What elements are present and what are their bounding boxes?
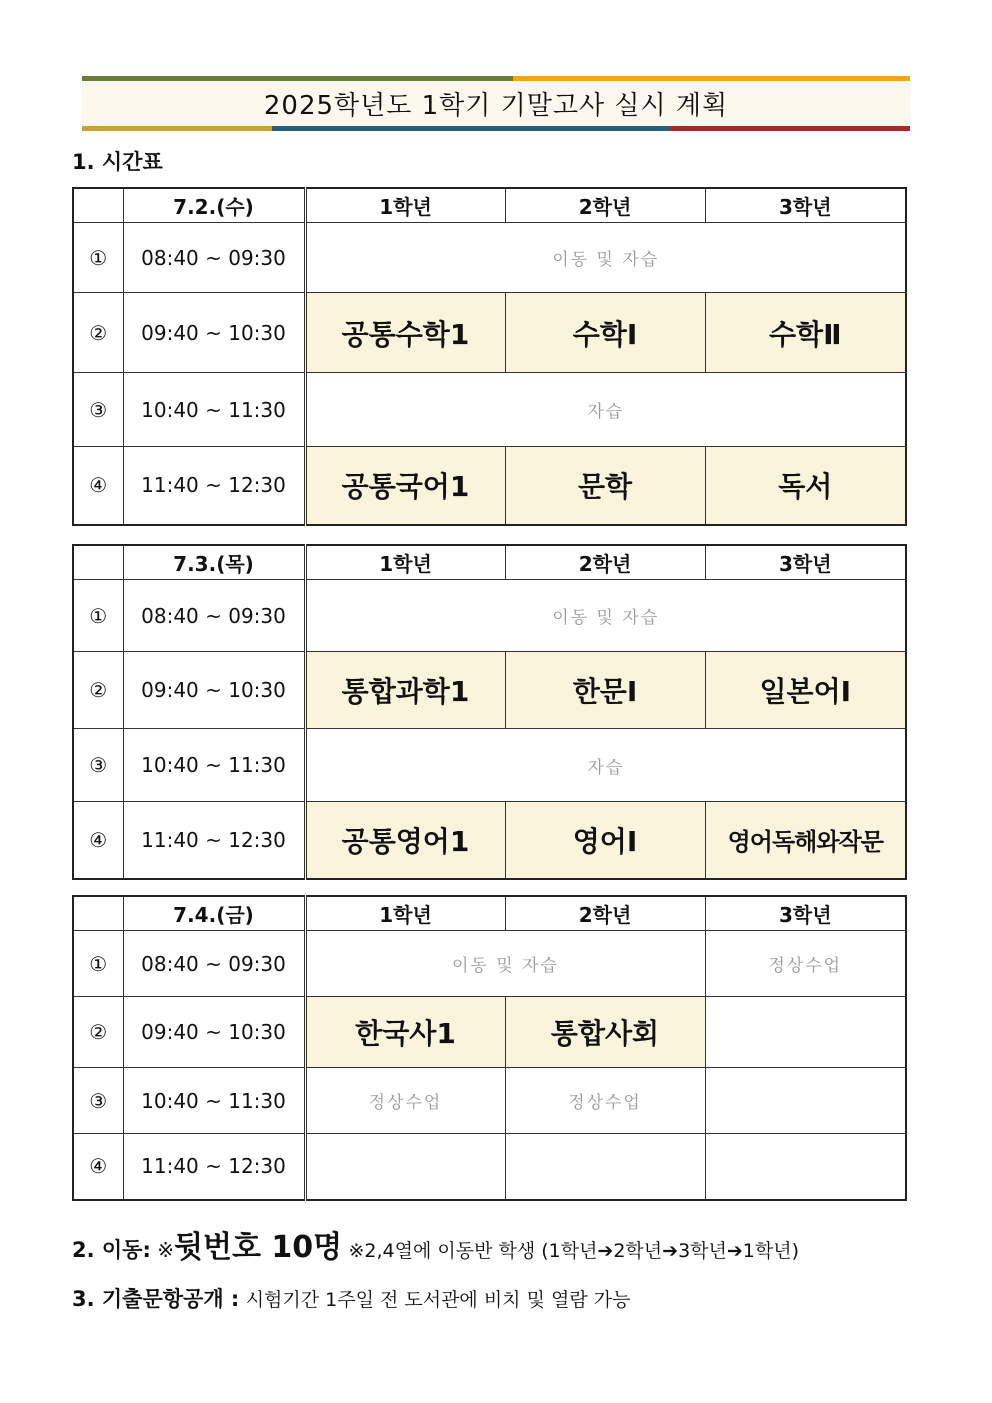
- activity-cell: 이동 및 자습: [305, 223, 906, 293]
- subject-cell: 통합과학1: [305, 652, 505, 729]
- title-banner: [82, 76, 910, 131]
- empty-cell: [505, 1134, 705, 1200]
- period-number: ③: [73, 729, 123, 802]
- title-bottom-bar: [82, 126, 910, 131]
- subject-cell: 영어Ⅰ: [505, 802, 705, 879]
- period-number: ④: [73, 447, 123, 525]
- subject-cell: 수학Ⅰ: [505, 293, 705, 373]
- period-number: ①: [73, 931, 123, 997]
- activity-cell: 자습: [305, 373, 906, 447]
- activity-cell: 이동 및 자습: [305, 931, 705, 997]
- corner-cell: [73, 188, 123, 223]
- period-number: ②: [73, 997, 123, 1068]
- activity-cell: 이동 및 자습: [305, 580, 906, 652]
- date-header: 7.2.(수): [123, 188, 305, 223]
- grade-header: 1학년: [305, 545, 505, 580]
- section-2-label: 2. 이동:: [72, 1238, 151, 1262]
- period-time: 10:40 ~ 11:30: [123, 729, 305, 802]
- period-time: 11:40 ~ 12:30: [123, 1134, 305, 1200]
- period-time: 09:40 ~ 10:30: [123, 293, 305, 373]
- corner-cell: [73, 896, 123, 931]
- period-number: ④: [73, 1134, 123, 1200]
- period-number: ②: [73, 293, 123, 373]
- empty-cell: [305, 1134, 505, 1200]
- section-3-text: 시험기간 1주일 전 도서관에 비치 및 열람 가능: [245, 1289, 631, 1311]
- period-time: 11:40 ~ 12:30: [123, 447, 305, 525]
- period-time: 11:40 ~ 12:30: [123, 802, 305, 879]
- section-1-heading: 1. 시간표: [72, 150, 163, 174]
- activity-cell: 자습: [305, 729, 906, 802]
- subject-cell: 독서: [705, 447, 906, 525]
- date-header: 7.4.(금): [123, 896, 305, 931]
- period-number: ②: [73, 652, 123, 729]
- grade-header: 3학년: [705, 545, 906, 580]
- period-time: 10:40 ~ 11:30: [123, 373, 305, 447]
- period-number: ③: [73, 373, 123, 447]
- period-time: 09:40 ~ 10:30: [123, 997, 305, 1068]
- movement-note: ※2,4열에 이동반 학생 (1학년➔2학년➔3학년➔1학년): [348, 1240, 799, 1262]
- period-time: 09:40 ~ 10:30: [123, 652, 305, 729]
- period-number: ①: [73, 580, 123, 652]
- subject-cell: 수학Ⅱ: [705, 293, 906, 373]
- period-number: ③: [73, 1068, 123, 1134]
- grade-header: 2학년: [505, 896, 705, 931]
- grade-header: 3학년: [705, 188, 906, 223]
- subject-cell: 통합사회: [505, 997, 705, 1068]
- section-2-line: [72, 1222, 799, 1266]
- subject-cell: 영어독해와작문: [705, 802, 906, 879]
- section-3-label: 3. 기출문항공개 :: [72, 1287, 240, 1311]
- period-time: 10:40 ~ 11:30: [123, 1068, 305, 1134]
- grade-header: 2학년: [505, 188, 705, 223]
- empty-cell: [705, 1068, 906, 1134]
- period-number: ④: [73, 802, 123, 879]
- subject-cell: 공통수학1: [305, 293, 505, 373]
- subject-cell: 한문Ⅰ: [505, 652, 705, 729]
- schedule-table-day3: [72, 895, 907, 1201]
- note-mark: ※: [157, 1238, 174, 1262]
- activity-cell: 정상수업: [705, 931, 906, 997]
- subject-cell: 한국사1: [305, 997, 505, 1068]
- grade-header: 1학년: [305, 896, 505, 931]
- period-number: ①: [73, 223, 123, 293]
- grade-header: 3학년: [705, 896, 906, 931]
- corner-cell: [73, 545, 123, 580]
- subject-cell: 일본어Ⅰ: [705, 652, 906, 729]
- emphasis-text: 뒷번호 10명: [174, 1230, 343, 1265]
- subject-cell: 문학: [505, 447, 705, 525]
- subject-cell: 공통영어1: [305, 802, 505, 879]
- grade-header: 2학년: [505, 545, 705, 580]
- date-header: 7.3.(목): [123, 545, 305, 580]
- empty-cell: [705, 997, 906, 1068]
- schedule-table-day2: [72, 544, 907, 880]
- period-time: 08:40 ~ 09:30: [123, 223, 305, 293]
- period-time: 08:40 ~ 09:30: [123, 931, 305, 997]
- period-time: 08:40 ~ 09:30: [123, 580, 305, 652]
- schedule-table-day1: [72, 187, 907, 526]
- section-3-line: [72, 1283, 630, 1313]
- page-title: 2025학년도 1학기 기말고사 실시 계획: [82, 81, 910, 126]
- subject-cell: 공통국어1: [305, 447, 505, 525]
- activity-cell: 정상수업: [505, 1068, 705, 1134]
- grade-header: 1학년: [305, 188, 505, 223]
- empty-cell: [705, 1134, 906, 1200]
- activity-cell: 정상수업: [305, 1068, 505, 1134]
